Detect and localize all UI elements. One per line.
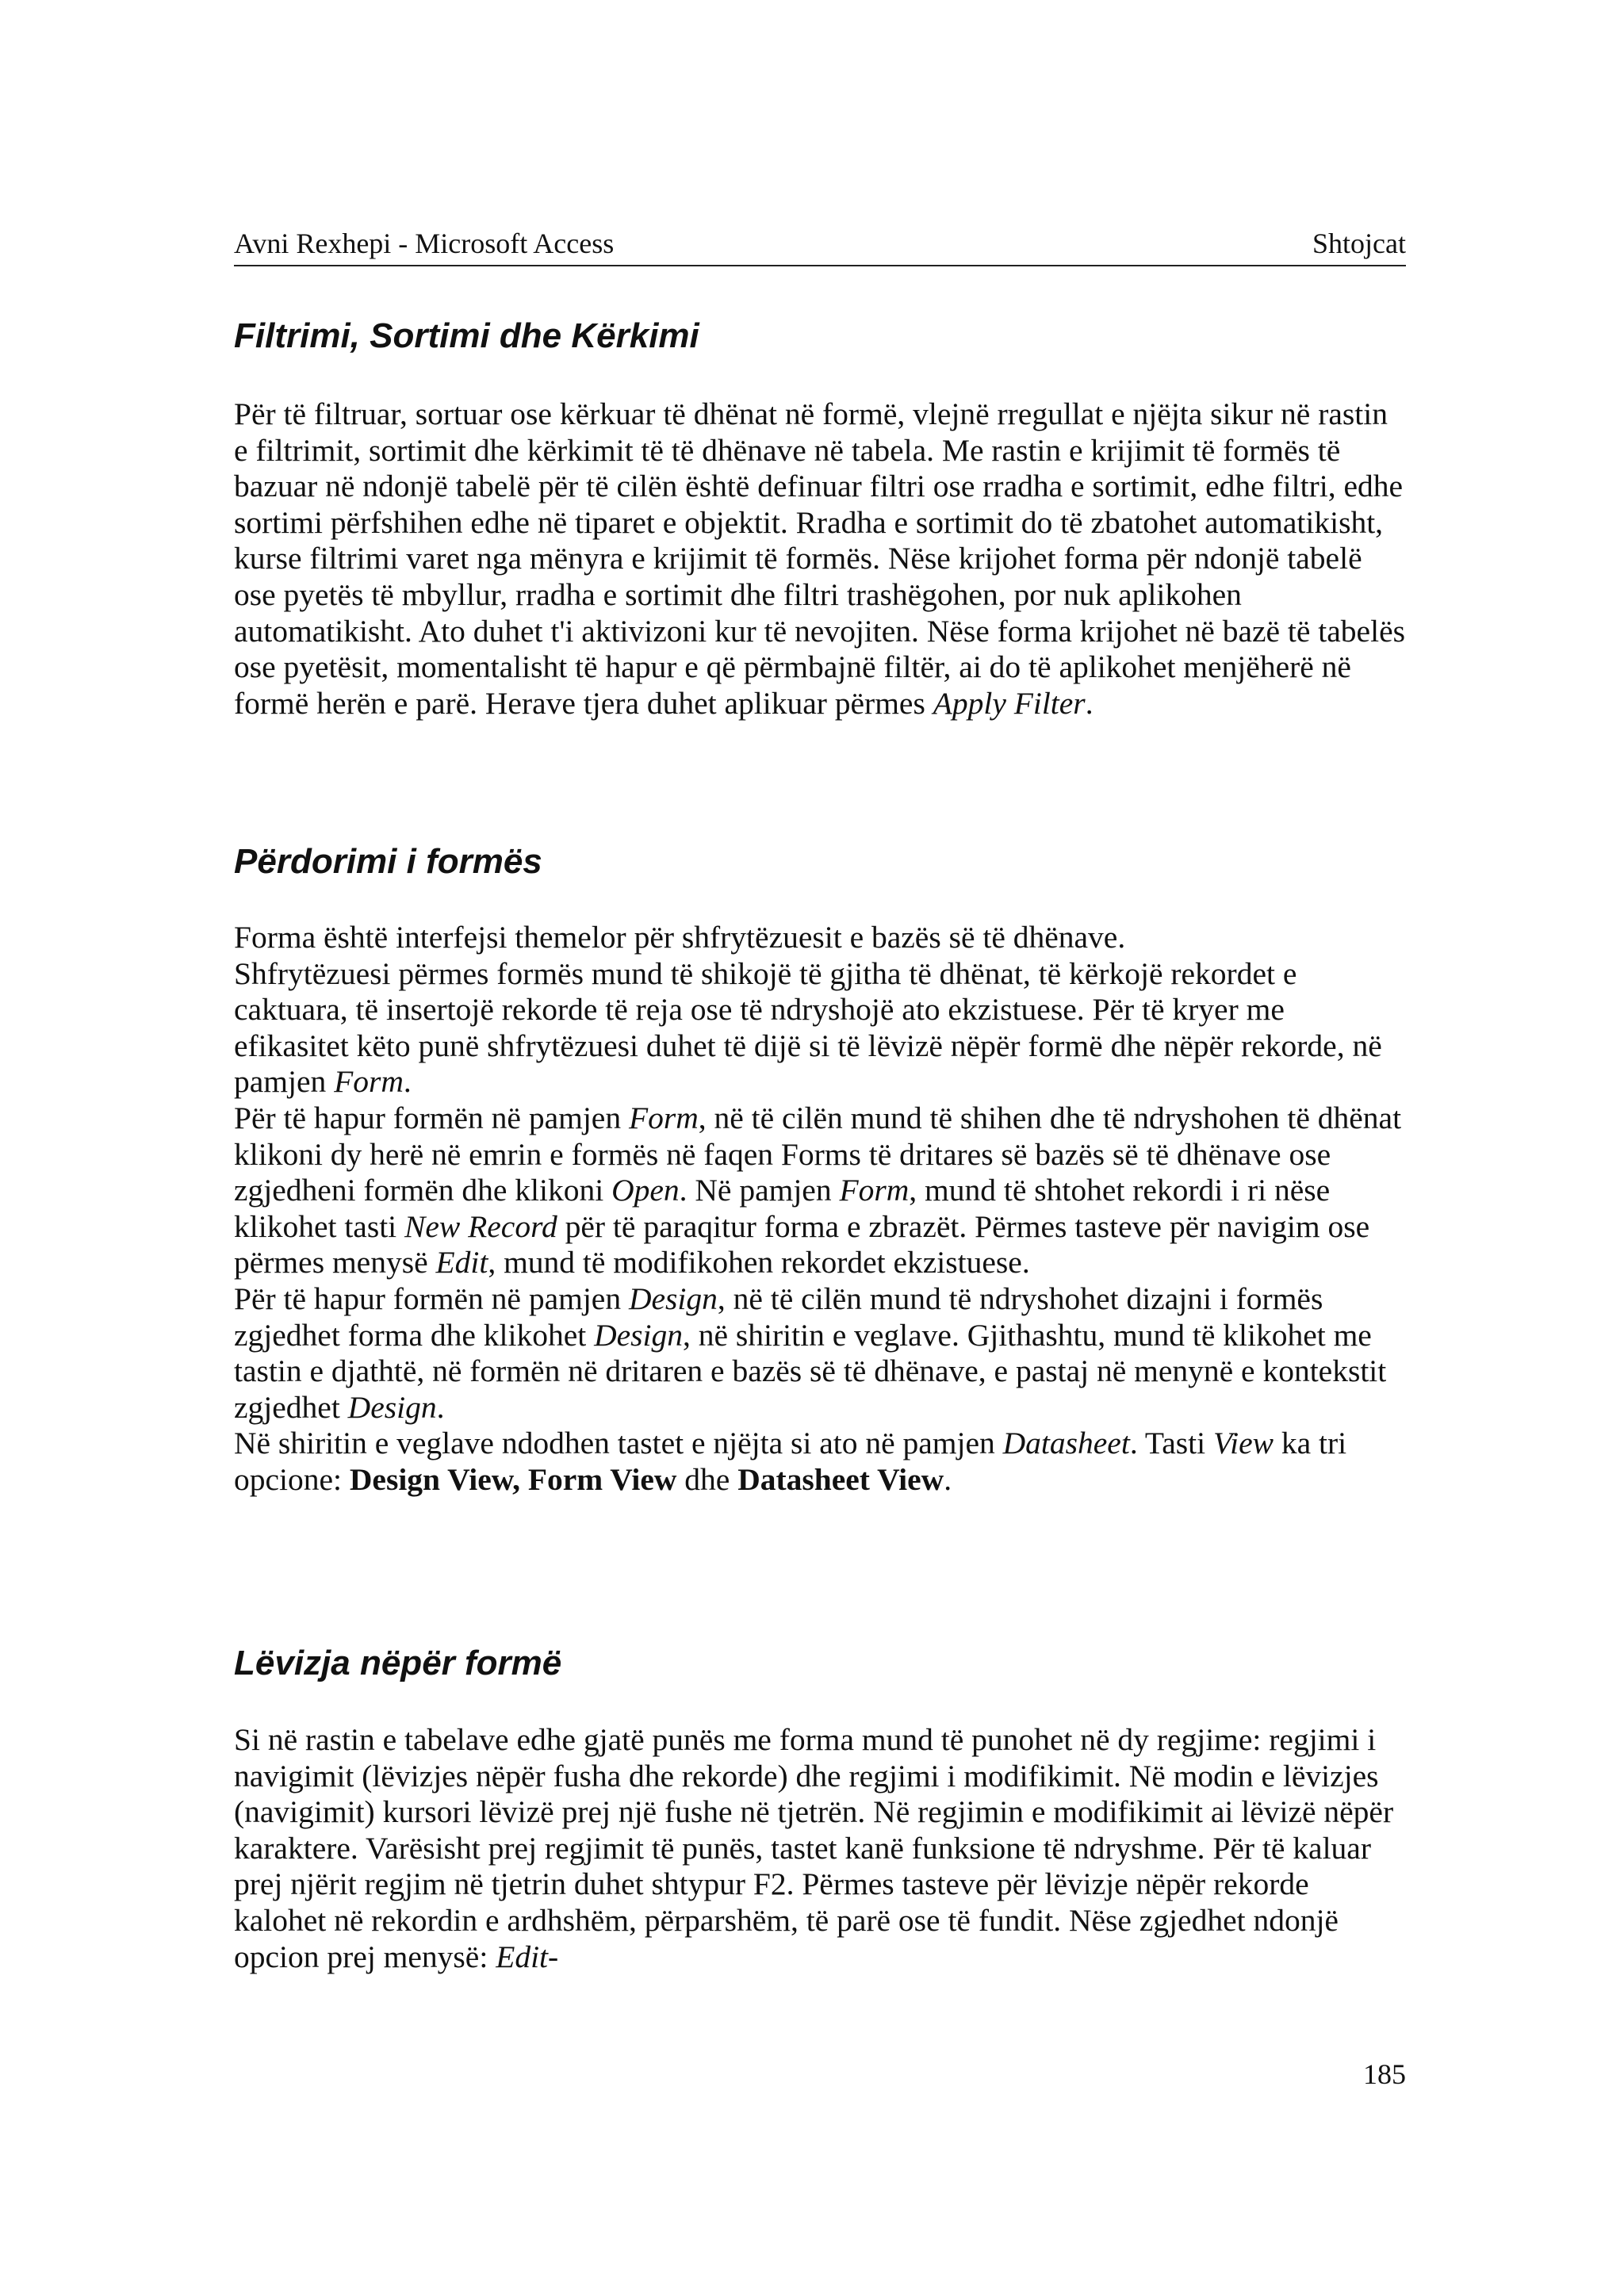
italic-term: New Record bbox=[404, 1208, 557, 1244]
italic-term: Design bbox=[347, 1389, 437, 1425]
text-run: , në shiritin e veglave. Gjithashtu, mund të klikohet me tastin e djathtë, në formën në dritaren e bazës së të dhënave, e pastaj në menynë e kontekstit zgjedhet bbox=[234, 1317, 1387, 1425]
text-run: . bbox=[436, 1389, 445, 1425]
text-run: . bbox=[944, 1461, 952, 1497]
heading-levizja: Lëvizja nëpër formë bbox=[234, 1644, 562, 1682]
heading-filtrimi: Filtrimi, Sortimi dhe Kërkimi bbox=[234, 316, 699, 355]
italic-term: Form bbox=[628, 1100, 699, 1135]
text-run: ka tri opcione: bbox=[234, 1426, 1347, 1497]
paragraph bbox=[234, 1101, 1406, 1281]
text-run: . Tasti bbox=[1129, 1426, 1213, 1461]
text-run: Si në rastin e tabelave edhe gjatë punës me forma mund të punohet në dy regjime: regjimi i navigimit (lëvizjes nëpër fusha dhe rekorde) dhe regjimi i modifikimit. Në modin e lëvizjes (navigimit) kursori lëvizë prej një fushe në tjetrën. Në regjimin e modifikimit ai lëvizë nëpër karaktere. Varësisht prej regjimit të punës, tastet kanë funksione të ndryshme. Për të kaluar prej njërit regjim në tjetrin duhet shtypur F2. Përmes tasteve për lëvizje nëpër rekorde kalohet në rekordin e ardhshëm, përparshëm, të parë ose të fundit. Nëse zgjedhet ndonjë opcion prej menysë: bbox=[234, 1722, 1394, 1974]
italic-term: Form bbox=[334, 1064, 404, 1100]
text-run: Për të hapur formën në pamjen bbox=[234, 1100, 629, 1135]
italic-term: View bbox=[1212, 1426, 1274, 1461]
paragraph bbox=[234, 396, 1406, 722]
text-run: . bbox=[403, 1064, 412, 1100]
text-run: dhe bbox=[676, 1461, 738, 1497]
text-run: . Në pamjen bbox=[679, 1173, 840, 1208]
italic-term: Apply Filter bbox=[933, 685, 1086, 721]
text-run: . bbox=[1085, 685, 1094, 721]
paragraph bbox=[234, 1426, 1406, 1498]
section-levizja-body bbox=[234, 1722, 1406, 1975]
text-run: Në shiritin e veglave ndodhen tastet e njëjta si ato në pamjen bbox=[234, 1426, 1003, 1461]
text-run: Për të hapur formën në pamjen bbox=[234, 1280, 629, 1316]
section-perdorimi-body bbox=[234, 920, 1406, 1499]
text-run: , mund të modifikohen rekordet ekzistuese. bbox=[488, 1245, 1030, 1280]
italic-term: Design bbox=[594, 1317, 684, 1353]
bold-term: Datasheet View bbox=[737, 1461, 944, 1497]
italic-term: Edit bbox=[435, 1245, 488, 1280]
header-author-title: Avni Rexhepi - Microsoft Access bbox=[234, 228, 615, 259]
italic-term: Datasheet bbox=[1002, 1426, 1130, 1461]
text-run: , në të cilën mund të shihen dhe të ndryshohen të dhënat klikoni dy herë në emrin e formës në faqen Forms të dritares së bazës së të dhënave ose zgjedheni formën dhe klikoni bbox=[234, 1100, 1402, 1208]
paragraph: Forma është interfejsi themelor për shfrytëzuesit e bazës së të dhënave. bbox=[234, 920, 1126, 955]
header-chapter: Shtojcat bbox=[1312, 228, 1406, 259]
italic-term: Form bbox=[839, 1173, 910, 1208]
running-header bbox=[234, 224, 1406, 266]
text-run: për të paraqitur forma e zbrazët. Përmes tasteve për navigim ose përmes menysë bbox=[234, 1208, 1370, 1280]
paragraph bbox=[234, 1722, 1406, 1975]
paragraph bbox=[234, 1281, 1406, 1426]
text-run: Për të filtruar, sortuar ose kërkuar të dhënat në formë, vlejnë rregullat e njëjta sikur në rastin e filtrimit, sortimit dhe kërkimit të të dhënave në tabela. Me rastin e krijimit të formës të bazuar në ndonjë tabelë për të cilën është definuar filtri ose rradha e sortimit, edhe filtri, edhe sortimi përfshihen edhe në tiparet e objektit. Rradha e sortimit do të zbatohet automatikisht, kurse filtrimi varet nga mënyra e krijimit të formës. Nëse krijohet forma për ndonjë tabelë ose pyetës të mbyllur, rradha e sortimit dhe filtri trashëgohen, por nuk aplikohen automatikisht. Ato duhet t'i aktivizoni kur të nevojiten. Nëse forma krijohet në bazë të tabelës ose pyetësit, momentalisht të hapur e që përmbajnë filtër, ai do të aplikohet menjëherë në formë herën e parë. Herave tjera duhet aplikuar përmes bbox=[234, 396, 1405, 721]
paragraph bbox=[234, 956, 1406, 1101]
page-number: 185 bbox=[1363, 2058, 1406, 2090]
italic-term: Design bbox=[628, 1280, 718, 1316]
italic-term: Edit- bbox=[496, 1939, 559, 1974]
italic-term: Open bbox=[611, 1173, 680, 1208]
text-run: Shfrytëzuesi përmes formës mund të shikojë të gjitha të dhënat, të kërkojë rekordet e caktuara, të insertojë rekorde të reja ose të ndryshojë ato ekzistuese. Për të kryer me efikasitet këto punë shfrytëzuesi duhet të dijë si të lëvizë nëpër formë dhe nëpër rekorde, në pamjen bbox=[234, 955, 1382, 1100]
document-page bbox=[234, 0, 1406, 2293]
bold-term: Design View, Form View bbox=[349, 1461, 677, 1497]
section-filtrimi-body bbox=[234, 396, 1406, 722]
text-run: , në të cilën mund të ndryshohet dizajni i formës zgjedhet forma dhe klikohet bbox=[234, 1280, 1323, 1353]
text-run: , mund të shtohet rekordi i ri nëse klikohet tasti bbox=[234, 1173, 1331, 1244]
heading-perdorimi: Përdorimi i formës bbox=[234, 842, 542, 881]
